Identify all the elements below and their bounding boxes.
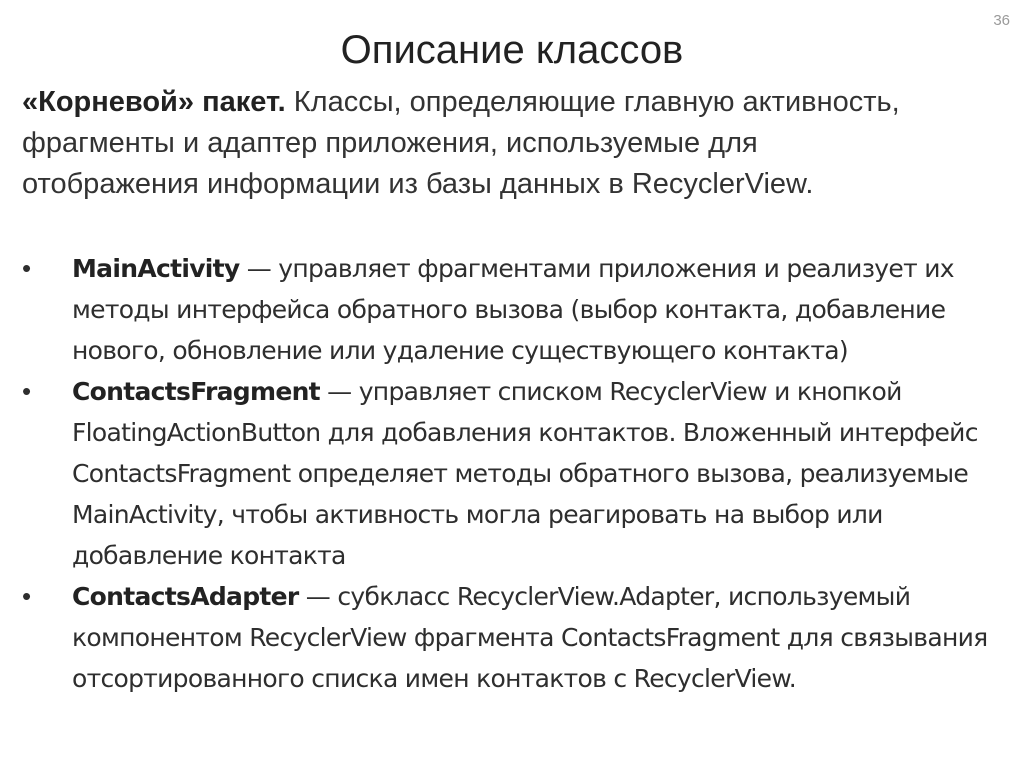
class-name: MainActivity	[72, 254, 240, 283]
intro-paragraph	[22, 82, 902, 205]
list-item-mainactivity	[0, 248, 1024, 371]
class-description: — управляет списком RecyclerView и кнопкой FloatingActionButton для добавления контактов. Вложенный интерфейс ContactsFragment определяет методы обратного вызова, реализуемые MainActivity, чтобы активность могла реагировать на выбор или добавление контакта	[72, 377, 978, 570]
class-list	[0, 248, 1024, 699]
list-item-contactsfragment	[0, 371, 1024, 576]
intro-text: Классы, определяющие главную активность, фрагменты и адаптер приложения, используемые для отображения информации из базы данных в RecyclerView.	[22, 86, 900, 200]
slide-title: Описание классов	[340, 28, 684, 72]
class-name: ContactsFragment	[72, 377, 320, 406]
intro-bold-label: «Корневой» пакет.	[22, 86, 286, 118]
list-item-contactsadapter	[0, 576, 1024, 699]
bullet-icon: •	[22, 376, 31, 406]
class-name: ContactsAdapter	[72, 582, 299, 611]
bullet-icon: •	[22, 253, 31, 283]
class-description: — субкласс RecyclerView.Adapter, используемый компонентом RecyclerView фрагмента ContactsFragment для связывания отсортированного списка имен контактов с RecyclerView.	[72, 582, 988, 693]
bullet-icon: •	[22, 581, 31, 611]
class-description: — управляет фрагментами приложения и реализует их методы интерфейса обратного вызова (выбор контакта, добавление нового, обновление или удаление существующего контакта)	[72, 254, 954, 365]
page-number: 36	[993, 12, 1010, 29]
